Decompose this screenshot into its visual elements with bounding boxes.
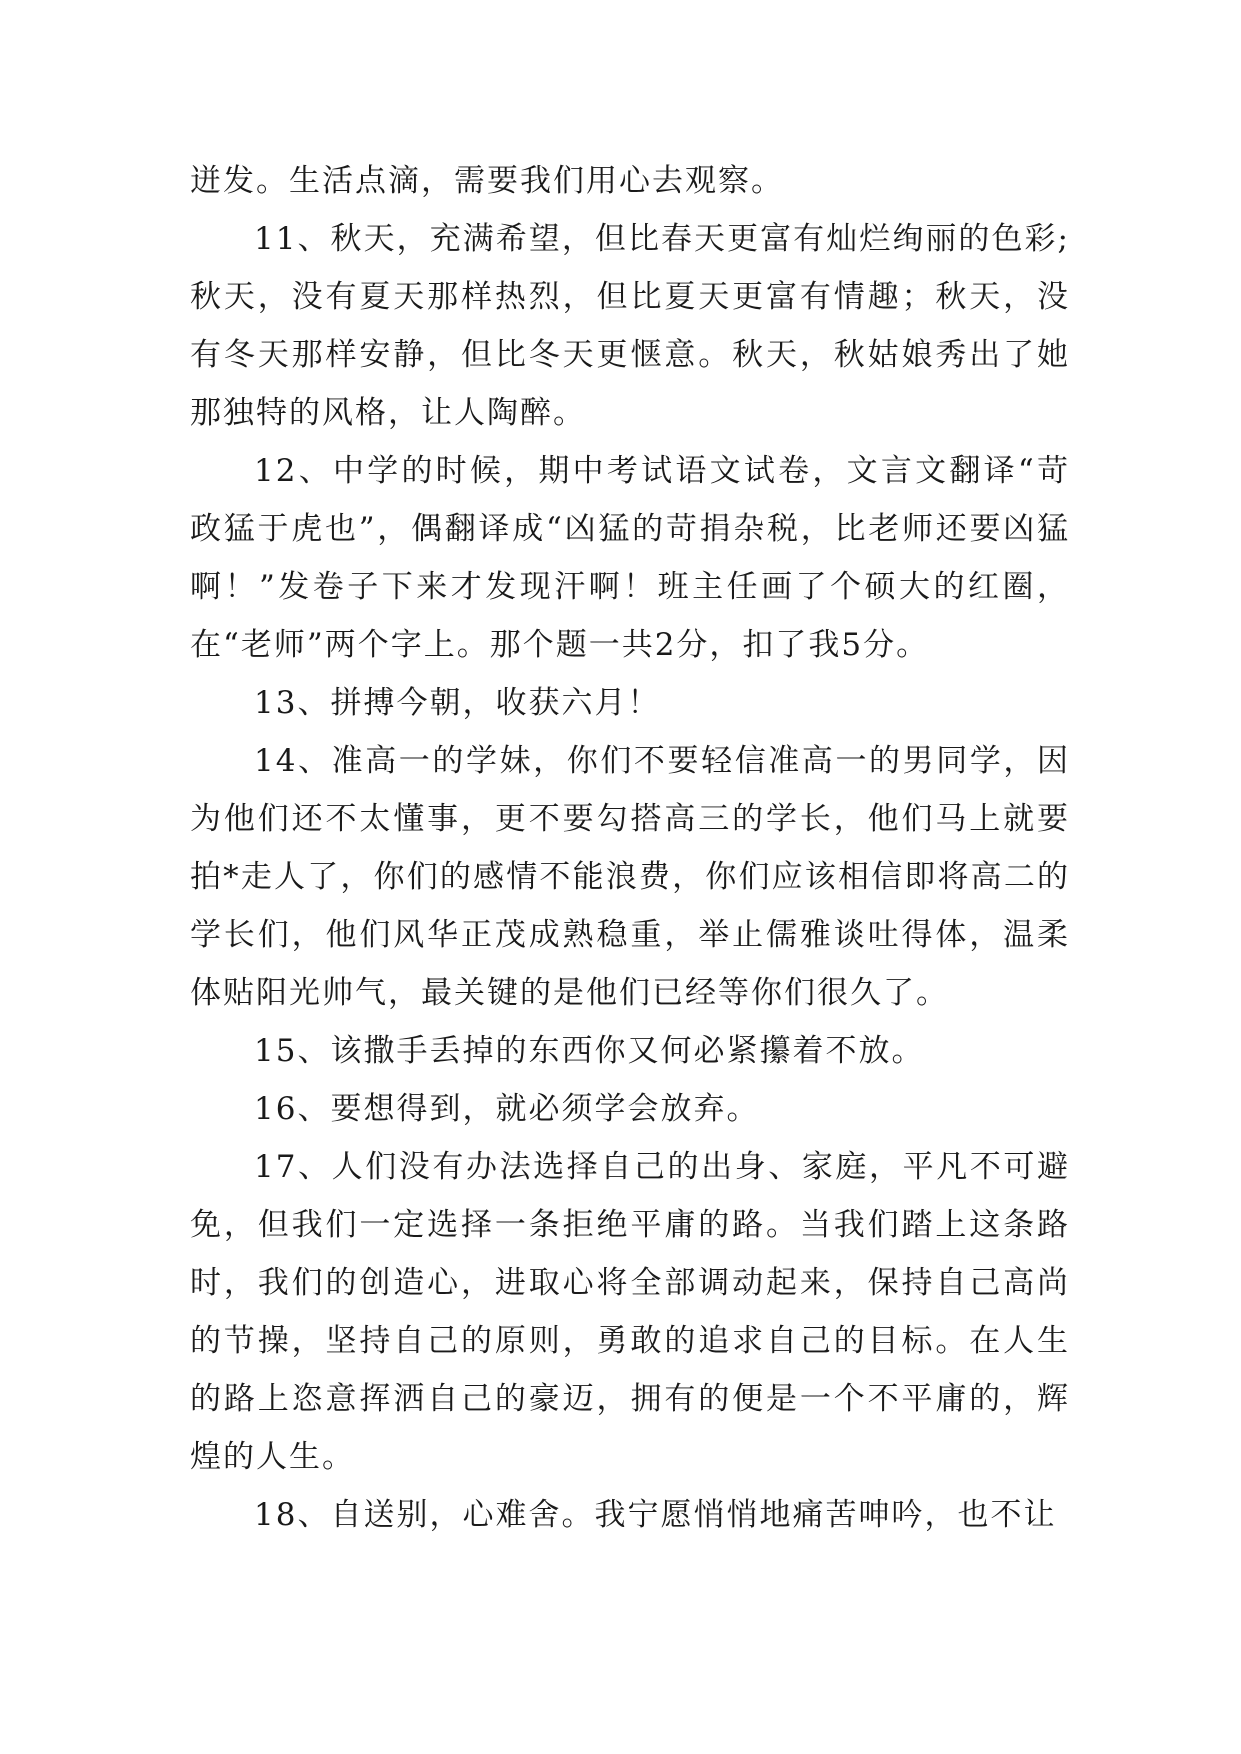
paragraph-17: 17、人们没有办法选择自己的出身、家庭，平凡不可避免，但我们一定选择一条拒绝平庸的路。当我们踏上这条路时，我们的创造心，进取心将全部调动起来，保持自己高尚的节操，坚持自己的原则，勇敢的追求自己的目标。在人生的路上恣意挥洒自己的豪迈，拥有的便是一个不平庸的，辉煌的人生。: [190, 1149, 1070, 1475]
paragraph-12: 12、中学的时候，期中考试语文试卷，文言文翻译“苛政猛于虎也”，偶翻译成“凶猛的苛捐杂税，比老师还要凶猛啊！”发卷子下来才发现汗啊！班主任画了个硕大的红圈，在“老师”两个字上。那个题一共2分，扣了我5分。: [190, 453, 1070, 663]
paragraph-continuation: 迸发。生活点滴，需要我们用心去观察。: [190, 163, 784, 199]
paragraph-13: 13、拼搏今朝，收获六月！: [254, 685, 661, 721]
paragraph-18: 18、自送别，心难舍。我宁愿悄悄地痛苦呻吟，也不让: [254, 1497, 1057, 1533]
paragraph-14: 14、准高一的学妹，你们不要轻信准高一的男同学，因为他们还不太懂事，更不要勾搭高三的学长，他们马上就要拍*走人了，你们的感情不能浪费，你们应该相信即将高二的学长们，他们风华正茂成熟稳重，举止儒雅谈吐得体，温柔体贴阳光帅气，最关键的是他们已经等你们很久了。: [190, 743, 1070, 1011]
paragraph-11: 11、秋天，充满希望，但比春天更富有灿烂绚丽的色彩;秋天，没有夏天那样热烈，但比夏天更富有情趣；秋天，没有冬天那样安静，但比冬天更惬意。秋天，秋姑娘秀出了她那独特的风格，让人陶醉。: [190, 221, 1070, 431]
paragraph-15: 15、该撒手丢掉的东西你又何必紧攥着不放。: [254, 1033, 925, 1069]
paragraph-16: 16、要想得到，就必须学会放弃。: [254, 1091, 760, 1127]
document-body: [190, 152, 1070, 1544]
